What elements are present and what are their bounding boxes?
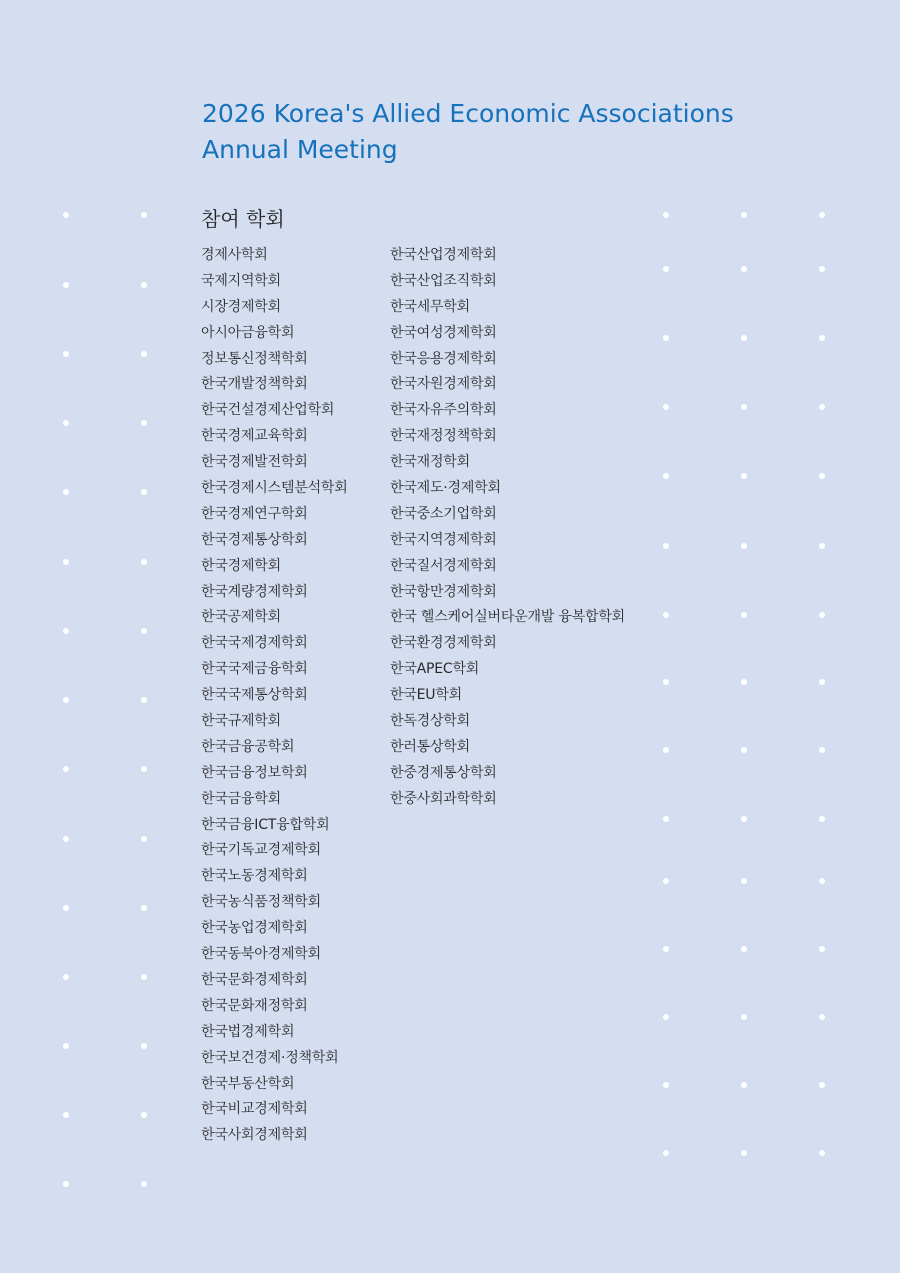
decorative-dot — [663, 1082, 669, 1088]
association-name: 경제사학회 — [201, 247, 268, 263]
decorative-dot — [741, 878, 747, 884]
decorative-dot — [63, 1112, 69, 1118]
decorative-dot — [63, 836, 69, 842]
decorative-dot — [63, 905, 69, 911]
decorative-dot — [663, 335, 669, 341]
decorative-dot — [63, 628, 69, 634]
decorative-dot — [741, 1014, 747, 1020]
decorative-dot — [141, 905, 147, 911]
decorative-dot — [141, 697, 147, 703]
decorative-dot — [741, 335, 747, 341]
decorative-dot — [741, 266, 747, 272]
association-list-right — [390, 243, 625, 813]
association-name: 한국경제발전학회 — [201, 454, 308, 471]
title-line-1: 2026 Korea's Allied Economic Associations — [202, 99, 734, 128]
decorative-dot — [141, 836, 147, 842]
association-name: 한국부동산학회 — [201, 1075, 295, 1092]
association-name: 한국문화재정학회 — [201, 997, 308, 1014]
association-name: 한국응용경제학회 — [390, 350, 497, 367]
decorative-dot — [663, 1150, 669, 1156]
association-name: 한국계량경제학회 — [201, 583, 308, 600]
association-name: 한국자유주의학회 — [390, 402, 497, 419]
association-name: 한국동북아경제학회 — [201, 946, 321, 963]
document-title — [202, 96, 822, 168]
decorative-dot — [63, 974, 69, 980]
association-name: 한국여성경제학회 — [390, 324, 497, 341]
decorative-dot — [663, 473, 669, 479]
association-name: 한국중소기업학회 — [390, 505, 497, 522]
decorative-dot — [141, 1043, 147, 1049]
decorative-dot — [63, 420, 69, 426]
association-name: 한국국제통상학회 — [201, 687, 308, 704]
association-name: 아시아금융학회 — [201, 324, 295, 341]
decorative-dot — [63, 1181, 69, 1187]
decorative-dot — [663, 612, 669, 618]
section-heading: 참여 학회 — [201, 207, 285, 231]
decorative-dot — [819, 878, 825, 884]
association-name: 한국농업경제학회 — [201, 920, 308, 937]
association-name: 한독경상학회 — [390, 713, 470, 730]
decorative-dot — [663, 266, 669, 272]
decorative-dot — [819, 266, 825, 272]
association-name: 한국산업경제학회 — [390, 247, 497, 263]
association-name: 한국경제연구학회 — [201, 505, 308, 522]
association-name: 한국경제학회 — [201, 557, 281, 574]
decorative-dot — [741, 612, 747, 618]
association-name: 한국EU학회 — [390, 687, 462, 704]
association-name: 한국문화경제학회 — [201, 971, 308, 988]
association-name: 한국 헬스케어실버타운개발 융복합학회 — [390, 609, 626, 626]
association-name: 시장경제학회 — [201, 298, 281, 315]
association-name: 한중사회과학학회 — [390, 790, 497, 807]
decorative-dot — [663, 946, 669, 952]
decorative-dot — [741, 946, 747, 952]
decorative-dot — [63, 1043, 69, 1049]
association-name: 한국APEC학회 — [390, 661, 480, 678]
decorative-dot — [819, 679, 825, 685]
decorative-dot — [63, 212, 69, 218]
association-name: 한국지역경제학회 — [390, 531, 497, 548]
decorative-dot — [741, 404, 747, 410]
decorative-dot — [741, 816, 747, 822]
decorative-dot — [819, 1014, 825, 1020]
association-name: 한국세무학회 — [390, 298, 470, 315]
decorative-dot — [819, 612, 825, 618]
association-name: 한국노동경제학회 — [201, 868, 308, 885]
decorative-dot — [819, 1082, 825, 1088]
decorative-dot — [663, 543, 669, 549]
decorative-dot — [63, 559, 69, 565]
association-name: 한국금융공학회 — [201, 738, 295, 755]
association-name: 한국농식품정책학회 — [201, 894, 321, 911]
association-name: 한국개발정책학회 — [201, 376, 308, 393]
association-name: 한국국제경제학회 — [201, 635, 308, 652]
decorative-dot — [663, 747, 669, 753]
association-name: 한국공제학회 — [201, 609, 281, 626]
decorative-dot — [141, 1181, 147, 1187]
association-name: 한국경제교육학회 — [201, 428, 308, 445]
association-name: 한국금융정보학회 — [201, 764, 308, 781]
decorative-dot — [663, 878, 669, 884]
decorative-dot — [141, 420, 147, 426]
decorative-dot — [741, 747, 747, 753]
decorative-dot — [141, 974, 147, 980]
decorative-dot — [741, 1082, 747, 1088]
association-name: 한국산업조직학회 — [390, 272, 497, 289]
association-name: 한국재정학회 — [390, 454, 470, 471]
association-name: 한러통상학회 — [390, 738, 470, 755]
decorative-dot — [63, 766, 69, 772]
association-name: 한국법경제학회 — [201, 1023, 295, 1040]
decorative-dot — [819, 946, 825, 952]
association-name: 국제지역학회 — [201, 272, 281, 289]
decorative-dot — [141, 351, 147, 357]
decorative-dot — [819, 335, 825, 341]
association-name: 한국환경경제학회 — [390, 635, 497, 652]
decorative-dot — [63, 489, 69, 495]
association-name: 한국사회경제학회 — [201, 1127, 308, 1144]
association-name: 한국경제시스템분석학회 — [201, 480, 348, 497]
decorative-dot — [819, 1150, 825, 1156]
decorative-dot — [819, 473, 825, 479]
association-name: 한국제도·경제학회 — [390, 480, 501, 497]
association-name: 한국금융학회 — [201, 790, 281, 807]
decorative-dot — [741, 212, 747, 218]
decorative-dot — [819, 747, 825, 753]
decorative-dot — [141, 628, 147, 634]
association-name: 한국재정정책학회 — [390, 428, 497, 445]
decorative-dot — [63, 282, 69, 288]
decorative-dot — [141, 489, 147, 495]
association-name: 한국자원경제학회 — [390, 376, 497, 393]
title-line-2: Annual Meeting — [202, 135, 398, 164]
decorative-dot — [63, 351, 69, 357]
decorative-dot — [141, 282, 147, 288]
decorative-dot — [663, 816, 669, 822]
decorative-dot — [819, 404, 825, 410]
decorative-dot — [63, 697, 69, 703]
decorative-dot — [819, 543, 825, 549]
association-name: 한국질서경제학회 — [390, 557, 497, 574]
decorative-dot — [141, 766, 147, 772]
decorative-dot — [663, 679, 669, 685]
association-name: 한국국제금융학회 — [201, 661, 308, 678]
decorative-dot — [741, 679, 747, 685]
association-name: 한국보건경제·정책학회 — [201, 1049, 339, 1066]
association-name: 한국항만경제학회 — [390, 583, 497, 600]
decorative-dot — [819, 212, 825, 218]
decorative-dot — [741, 1150, 747, 1156]
association-name: 한국건설경제산업학회 — [201, 402, 335, 419]
decorative-dot — [663, 1014, 669, 1020]
association-name: 한국비교경제학회 — [201, 1101, 308, 1118]
decorative-dot — [819, 816, 825, 822]
decorative-dot — [741, 543, 747, 549]
association-name: 한국기독교경제학회 — [201, 842, 321, 859]
decorative-dot — [663, 212, 669, 218]
association-name: 한국경제통상학회 — [201, 531, 308, 548]
decorative-dot — [141, 1112, 147, 1118]
association-name: 정보통신정책학회 — [201, 350, 308, 367]
association-list-left — [201, 243, 348, 1149]
decorative-dot — [141, 559, 147, 565]
association-name: 한국규제학회 — [201, 713, 281, 730]
association-name: 한중경제통상학회 — [390, 764, 497, 781]
decorative-dot — [741, 473, 747, 479]
decorative-dot — [663, 404, 669, 410]
decorative-dot — [141, 212, 147, 218]
association-name: 한국금융ICT융합학회 — [201, 816, 330, 833]
